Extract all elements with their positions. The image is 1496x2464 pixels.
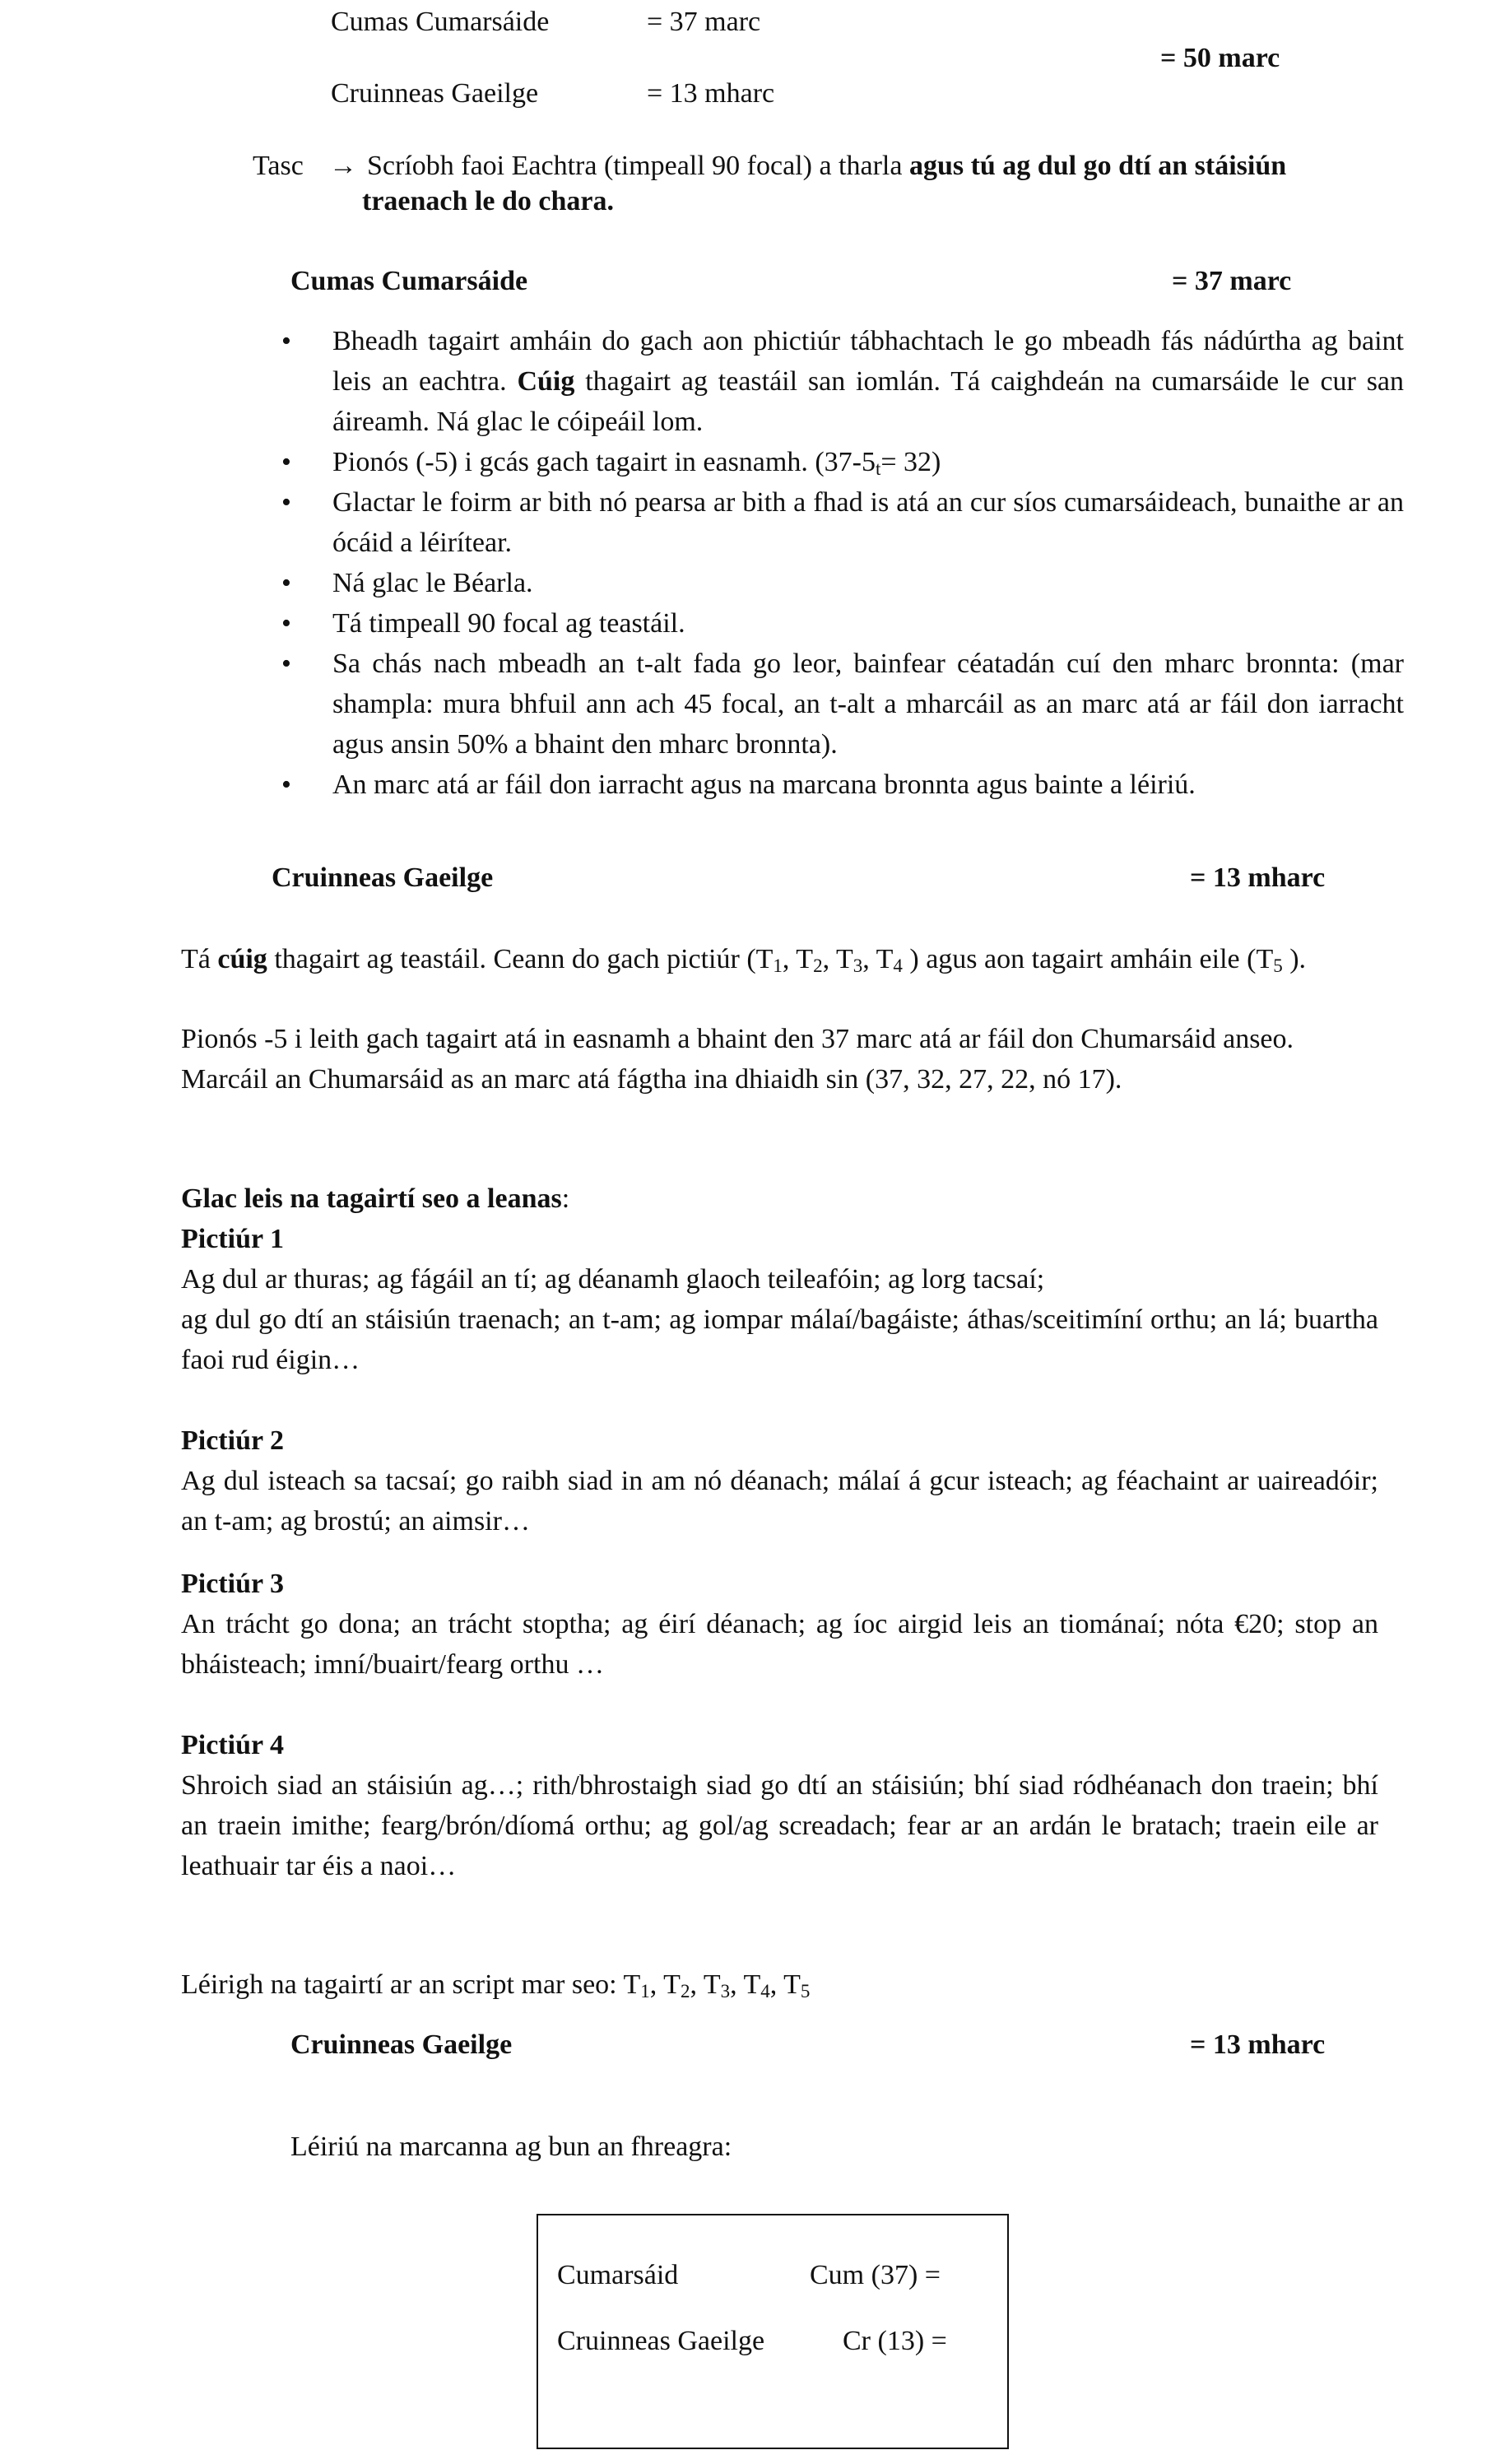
task-line-1 (367, 146, 1286, 186)
picture-2: Pictiúr 2 Ag dul isteach sa tacsaí; go raibh siad in am nó déanach; málaí á gcur isteach; ag féachaint ar uaireadóir; an t-am; ag brostú; an aimsir… (181, 1420, 1378, 1541)
summary-cumas-label: Cumas Cumarsáide (331, 7, 550, 37)
cumas-heading: Cumas Cumarsáide (290, 266, 528, 296)
list-item: • Glactar le foirm ar bith nó pearsa ar bith a fhad is atá an cur síos cumarsáideach, bunaithe ar an ócáid a léirítear. (332, 482, 1404, 563)
list-item: • Tá timpeall 90 focal ag teastáil. (332, 603, 1404, 644)
cumas-bullet-list (281, 321, 1405, 805)
footer-intro: Léiriú na marcanna ag bun an fhreagra: (290, 2132, 732, 2162)
task-text-bold: agus tú ag dul go dtí an stáisiún (908, 151, 1287, 181)
marking-box (537, 2214, 1009, 2449)
bullet-icon: • (281, 568, 291, 598)
task-text: Scríobh faoi Eachtra (timpeall 90 focal) a tharla (367, 151, 909, 181)
list-item: • An marc atá ar fáil don iarracht agus na marcana bronnta agus bainte a léiriú. (332, 765, 1404, 805)
list-item: • Ná glac le Béarla. (332, 563, 1404, 603)
bullet-icon: • (281, 769, 291, 800)
script-marking-line: Léirigh na tagairtí ar an script mar seo: $T_1$, $T_2$, $T_3$, $T_4$, $T_5$ (181, 1969, 811, 2001)
cruinneas-heading: Cruinneas Gaeilge (272, 862, 494, 893)
marking-cumarsaid-value: Cum (37) = (810, 2260, 941, 2290)
bullet-icon: • (281, 326, 291, 356)
picture-4: Pictiúr 4 Shroich siad an stáisiún ag…; rith/bhrostaigh siad go dtí an stáisiún; bhí siad ródhéanach don traein; bhí an traein imithe; fearg/brón/díomá orthu; ag gol/ag screadach; fear ar an ardán le bratach; traein eile ar leathuair tar éis a naoi… (181, 1725, 1378, 1886)
summary-cruinneas-label: Cruinneas Gaeilge (331, 78, 539, 109)
summary-cumas-marks: = 37 marc (647, 7, 761, 37)
accept-heading: Glac leis na tagairtí seo a leanas: (181, 1183, 570, 1214)
summary-cruinneas-marks: = 13 mharc (647, 78, 775, 109)
bullet-icon: • (281, 608, 291, 639)
bullet-icon: • (281, 447, 291, 477)
list-item: • Sa chás nach mbeadh an t-alt fada go leor, bainfear céatadán cuí den mharc bronnta: (mar shampla: mura bhfuil ann ach 45 focal, an t-alt a mharcáil as an marc atá ar fáil don iarracht agus ansin 50% a bhaint den mharc bronnta). (332, 644, 1404, 765)
marking-cruinneas-value: Cr (13) = (843, 2326, 947, 2356)
penalty-paragraph: Pionós -5 i leith gach tagairt atá in easnamh a bhaint den 37 marc atá ar fáil don Chumarsáid anseo. Marcáil an Chumarsáid as an marc atá fágtha ina dhiaidh sin (37, 32, 27, 22, nó 17). (181, 1024, 1294, 1095)
summary-total: = 50 marc (1160, 43, 1280, 73)
marking-cruinneas-label: Cruinneas Gaeilge (557, 2326, 765, 2356)
cruinneas-marks: = 13 mharc (1190, 862, 1326, 893)
picture-3: Pictiúr 3 An trácht go dona; an trácht stoptha; ag éirí déanach; ag íoc airgid leis an tiománaí; nóta €20; stop an bháisteach; imní/buairt/fearg orthu … (181, 1564, 1378, 1685)
picture-title: Pictiúr 3 (181, 1569, 284, 1599)
picture-title: Pictiúr 2 (181, 1425, 284, 1456)
list-item: • Bheadh tagairt amháin do gach aon phictiúr tábhachtach le go mbeadh fás nádúrtha ag baint leis an eachtra. Cúig thagairt ag teastáil san iomlán. Tá caighdeán na cumarsáide le cur san áireamh. Ná glac le cóipeáil lom. (332, 321, 1404, 442)
picture-1: Pictiúr 1 Ag dul ar thuras; ag fágáil an tí; ag déanamh glaoch teileafóin; ag lorg tacsaí; ag dul go dtí an stáisiún traenach; an t-am; ag iompar málaí/bagáiste; áthas/sceitimíní orthu; an lá; buartha faoi rud éigin… (181, 1219, 1378, 1380)
cruinneas-marks-2: = 13 mharc (1190, 2029, 1326, 2060)
arrow-icon: → (329, 151, 357, 181)
marking-cumarsaid-label: Cumarsáid (557, 2260, 679, 2290)
bullet-icon: • (281, 649, 291, 679)
task-label: Tasc (253, 151, 304, 181)
picture-title: Pictiúr 1 (181, 1224, 284, 1254)
list-item: • Pionós (-5) i gcás gach tagairt in easnamh. $(37-5_t= 32)$ (332, 442, 1404, 482)
picture-title: Pictiúr 4 (181, 1730, 284, 1760)
task-line-2: traenach le do chara. (362, 186, 614, 216)
bullet-icon: • (281, 487, 291, 518)
cumas-marks: = 37 marc (1172, 266, 1292, 296)
cruinneas-heading-2: Cruinneas Gaeilge (290, 2029, 513, 2060)
references-paragraph: Tá cúig thagairt ag teastáil. Ceann do gach pictiúr ($T_1$, $T_2$, $T_3$, $T_4$ ) agus aon tagairt amháin eile ($T_5$ ). (181, 944, 1307, 976)
